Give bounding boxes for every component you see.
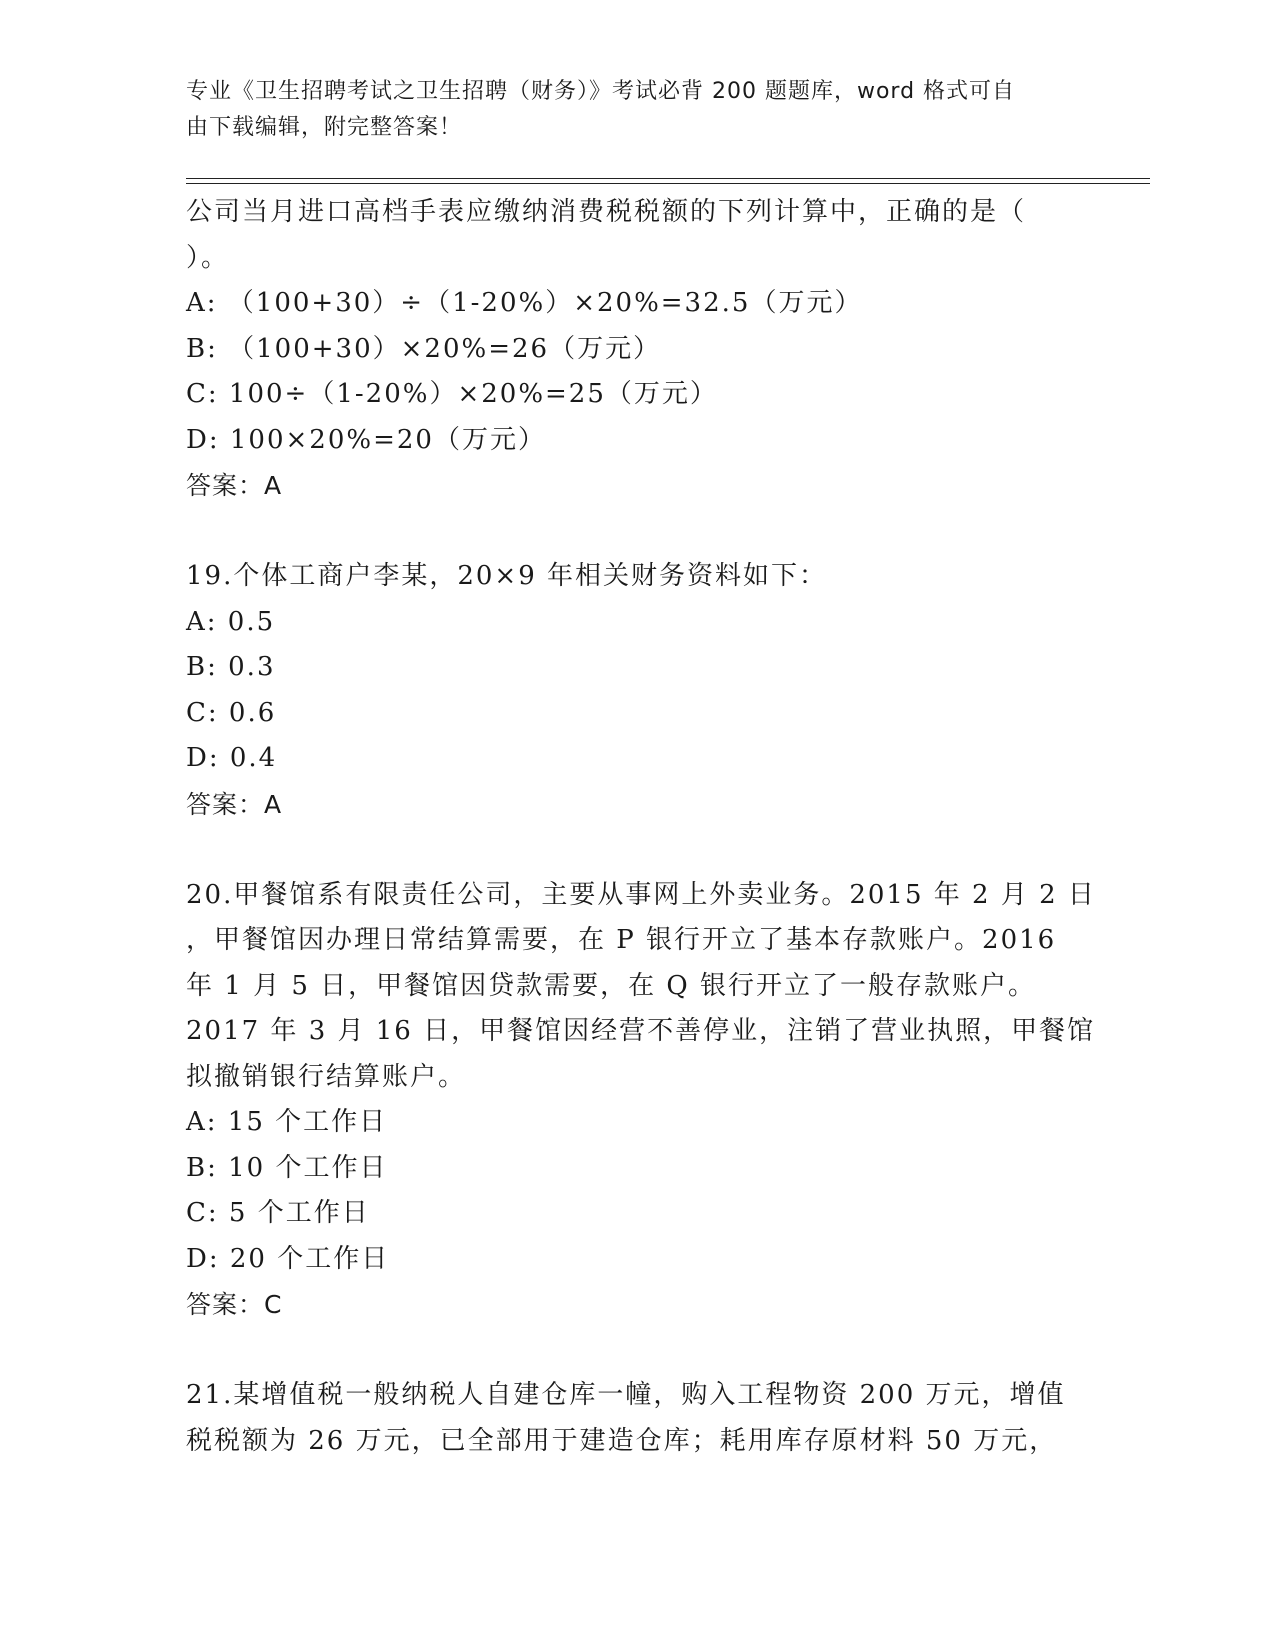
question-stem: 拟撤销银行结算账户。 (186, 1061, 467, 1092)
answer: 答案：A (186, 789, 283, 819)
spacer (186, 509, 1086, 555)
question-stem: 19.个体工商户李某，20×9 年相关财务资料如下： (186, 561, 828, 591)
option-a: A: 0.5 (186, 606, 276, 637)
option-c: C: 100÷（1-20%）×20%=25（万元） (186, 379, 718, 409)
spacer (186, 1328, 1086, 1374)
question-18 (186, 190, 1086, 509)
option-b: B: 0.3 (186, 652, 276, 682)
option-b: B: （100+30）×20%=26（万元） (186, 333, 662, 364)
question-stem: 年 1 月 5 日，甲餐馆因贷款需要，在 Q 银行开立了一般存款账户。 (186, 970, 1036, 1001)
answer: 答案：C (186, 1290, 283, 1319)
option-a: A: 15 个工作日 (186, 1107, 388, 1137)
question-21 (186, 1373, 1086, 1464)
option-d: D: 100×20%=20（万元） (186, 424, 546, 455)
header-line-1: 专业《卫生招聘考试之卫生招聘（财务）》考试必背 200 题题库，word 格式可自 (186, 79, 1016, 104)
option-b: B: 10 个工作日 (186, 1152, 388, 1183)
question-stem: ）。 (186, 242, 230, 273)
document-header (186, 74, 1066, 146)
question-list (186, 190, 1096, 1464)
answer: 答案：A (186, 471, 283, 500)
option-c: C: 5 个工作日 (186, 1198, 370, 1228)
question-stem: ，甲餐馆因办理日常结算需要，在 P 银行开立了基本存款账户。2016 (186, 925, 1057, 955)
question-19 (186, 554, 1086, 827)
option-d: D: 0.4 (186, 743, 278, 773)
option-d: D: 20 个工作日 (186, 1243, 390, 1274)
spacer (186, 827, 1086, 873)
header-divider-top (186, 178, 1150, 179)
question-stem: 21.某增值税一般纳税人自建仓库一幢，购入工程物资 200 万元，增值 (186, 1380, 1066, 1410)
option-a: A: （100+30）÷（1-20%）×20%=32.5（万元） (186, 288, 863, 318)
question-20 (186, 873, 1096, 1328)
question-stem: 2017 年 3 月 16 日，甲餐馆因经营不善停业，注销了营业执照，甲餐馆 (186, 1016, 1096, 1046)
question-stem: 税税额为 26 万元，已全部用于建造仓库；耗用库存原材料 50 万元， (186, 1425, 1058, 1456)
question-stem: 20.甲餐馆系有限责任公司，主要从事网上外卖业务。2015 年 2 月 2 日 (186, 879, 1096, 910)
option-c: C: 0.6 (186, 697, 277, 728)
header-line-2: 由下载编辑，附完整答案！ (186, 115, 463, 140)
question-stem: 公司当月进口高档手表应缴纳消费税税额的下列计算中，正确的是（ (186, 197, 1027, 227)
header-divider-bottom (186, 183, 1150, 184)
